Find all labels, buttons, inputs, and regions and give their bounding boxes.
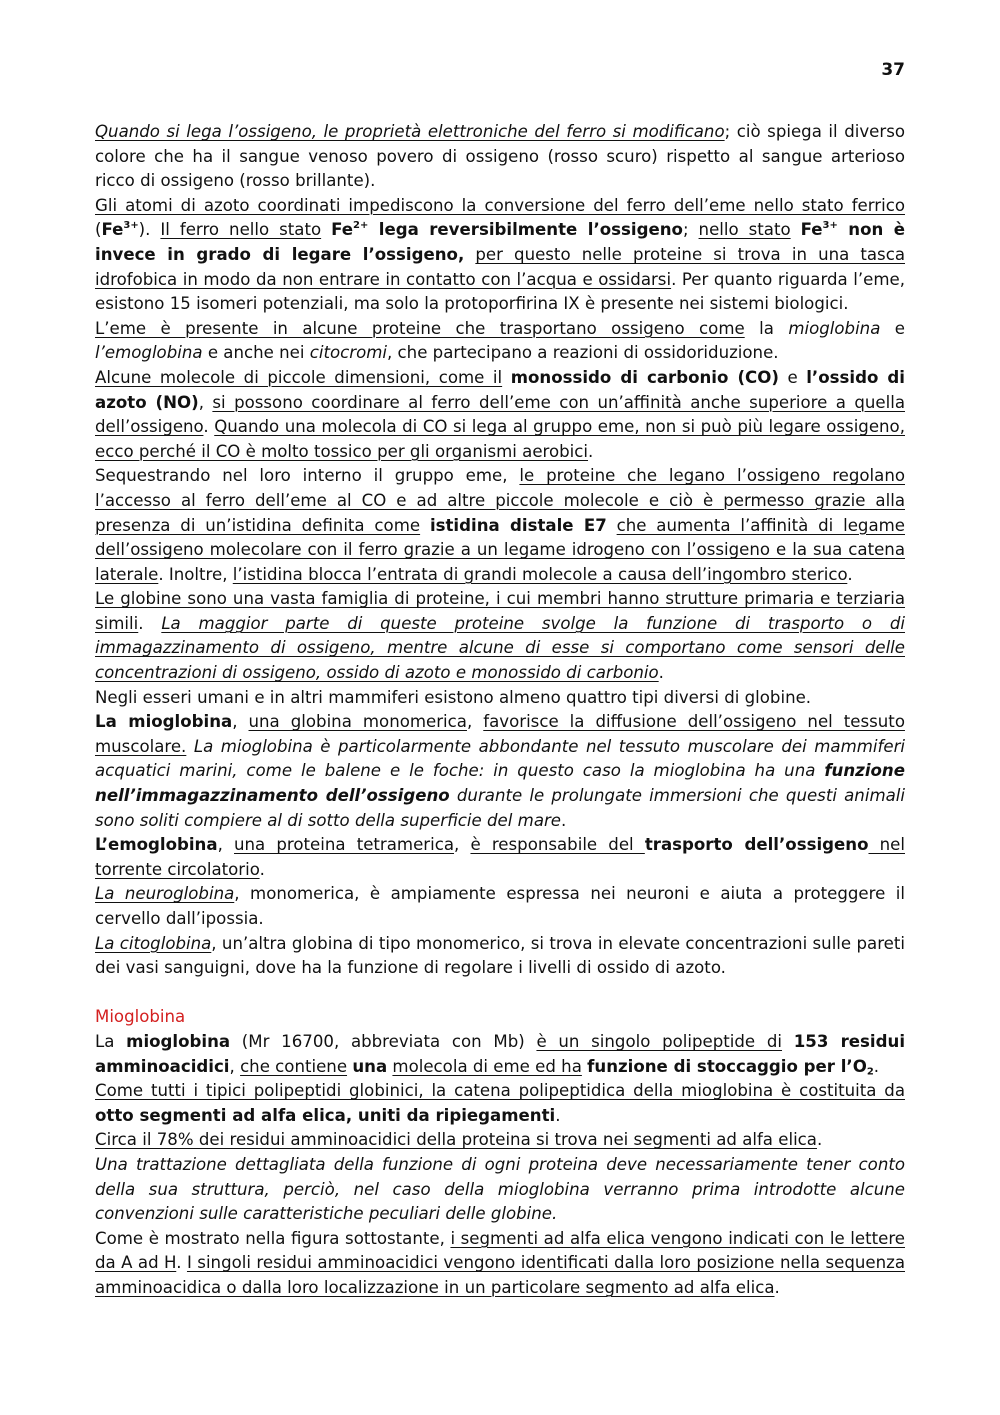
paragraph-alpha-segments: Come tutti i tipici polipeptidi globinici, la catena polipeptidica della mioglobina è costituita da otto segmenti ad alfa elica, uniti da ripiegamenti.	[95, 1081, 905, 1125]
paragraph-residue-percentage: Circa il 78% dei residui amminoacidici della proteina si trova nei segmenti ad alfa elica.	[95, 1130, 823, 1150]
paragraph-myoglobin-structure: La mioglobina (Mr 16700, abbreviata con Mb) è un singolo polipeptide di 153 residui amminoacidici, che contiene una molecola di eme ed ha funzione di stoccaggio per $l’O_2$.	[95, 1031, 906, 1078]
paragraph-distal-histidine: Sequestrando nel loro interno il gruppo eme, le proteine che legano l’ossigeno regolano l’accesso al ferro dell’eme al CO e ad altre piccole molecole e ciò è permesso grazie alla presenza di un’istidina definita come istidina distale E7 che aumenta l’affinità di legame dell’ossigeno molecolare con il ferro grazie a un legame idrogeno con l’ossigeno e la sua catena laterale. Inoltre, l’istidina blocca l’entrata di grandi molecole a causa dell’ingombro sterico.	[95, 466, 905, 584]
document-body	[95, 120, 905, 1301]
paragraph-oxygen-binding: Quando si lega l’ossigeno, le proprietà elettroniche del ferro si modificano; ciò spiega il diverso colore che ha il sangue venoso povero di ossigeno (rosso scuro) rispetto al sangue arterioso ricco di ossigeno (rosso brillante).	[95, 122, 905, 191]
paragraph-small-molecules: Alcune molecole di piccole dimensioni, come il monossido di carbonio (CO) e l’ossido di azoto (NO), si possono coordinare al ferro dell’eme con un’affinità anche superiore a quella dell’ossigeno. Quando una molecola di CO si lega al gruppo eme, non si può più legare ossigeno, ecco perché il CO è molto tossico per gli organismi aerobici.	[95, 367, 905, 461]
paragraph-heme-proteins: L’eme è presente in alcune proteine che trasportano ossigeno come la mioglobina e l’emoglobina e anche nei citocromi, che partecipano a reazioni di ossidoriduzione.	[95, 318, 905, 363]
paragraph-conventions: Una trattazione dettagliata della funzione di ogni proteina deve necessariamente tener conto della sua struttura, perciò, nel caso della mioglobina verranno prima introdotte alcune convenzioni sulle caratteristiche peculiari delle globine.	[95, 1154, 905, 1224]
paragraph-globin-types: Negli esseri umani e in altri mammiferi esistono almeno quattro tipi diversi di globine.	[95, 687, 812, 707]
paragraph-figure-note: Come è mostrato nella figura sottostante, i segmenti ad alfa elica vengono indicati con le lettere da A ad H. I singoli residui amminoacidici vengono identificati dalla loro posizione nella sequenza amminoacidica o dalla loro localizzazione in un particolare segmento ad alfa elica.	[95, 1228, 905, 1297]
paragraph-neuroglobin: La neuroglobina, monomerica, è ampiamente espressa nei neuroni e aiuta a proteggere il cervello dall’ipossia.	[95, 884, 906, 928]
page-number: 37	[881, 60, 905, 80]
paragraph-cytoglobin: La citoglobina, un’altra globina di tipo monomerico, si trova in elevate concentrazioni sulle pareti dei vasi sanguigni, dove ha la funzione di regolare i livelli di ossido di azoto.	[95, 933, 905, 978]
paragraph-iron-states: Gli atomi di azoto coordinati impediscono la conversione del ferro dell’eme nello stato ferrico $(Fe^{3+})$. Il ferro nello stato $Fe^{2+}$ lega reversibilmente l’ossigeno; nello stato $Fe^{3+}$ non è invece in grado di legare l’ossigeno, per questo nelle proteine si trova in una tasca idrofobica in modo da non entrare in contatto con l’acqua e ossidarsi. Per quanto riguarda l’eme, esistono 15 isomeri potenziali, ma solo la protoporfirina IX è presente nei sistemi biologici.	[95, 195, 906, 314]
section-heading-mioglobina: Mioglobina	[95, 1007, 186, 1027]
paragraph-hemoglobin: L’emoglobina, una proteina tetramerica, è responsabile del trasporto dell’ossigeno nel torrente circolatorio.	[95, 835, 905, 879]
paragraph-globins-family: Le globine sono una vasta famiglia di proteine, i cui membri hanno strutture primaria e terziaria simili. La maggior parte di queste proteine svolge la funzione di trasporto o di immagazzinamento di ossigeno, mentre alcune di esse si comportano come sensori delle concentrazioni di ossigeno, ossido di azoto e monossido di carbonio.	[95, 589, 905, 683]
paragraph-myoglobin: La mioglobina, una globina monomerica, favorisce la diffusione dell’ossigeno nel tessuto muscolare. La mioglobina è particolarmente abbondante nel tessuto muscolare dei mammiferi acquatici marini, come le balene e le foche: in questo caso la mioglobina ha una funzione nell’immagazzinamento dell’ossigeno durante le prolungate immersioni che questi animali sono soliti compiere al di sotto della superficie del mare.	[95, 712, 905, 830]
